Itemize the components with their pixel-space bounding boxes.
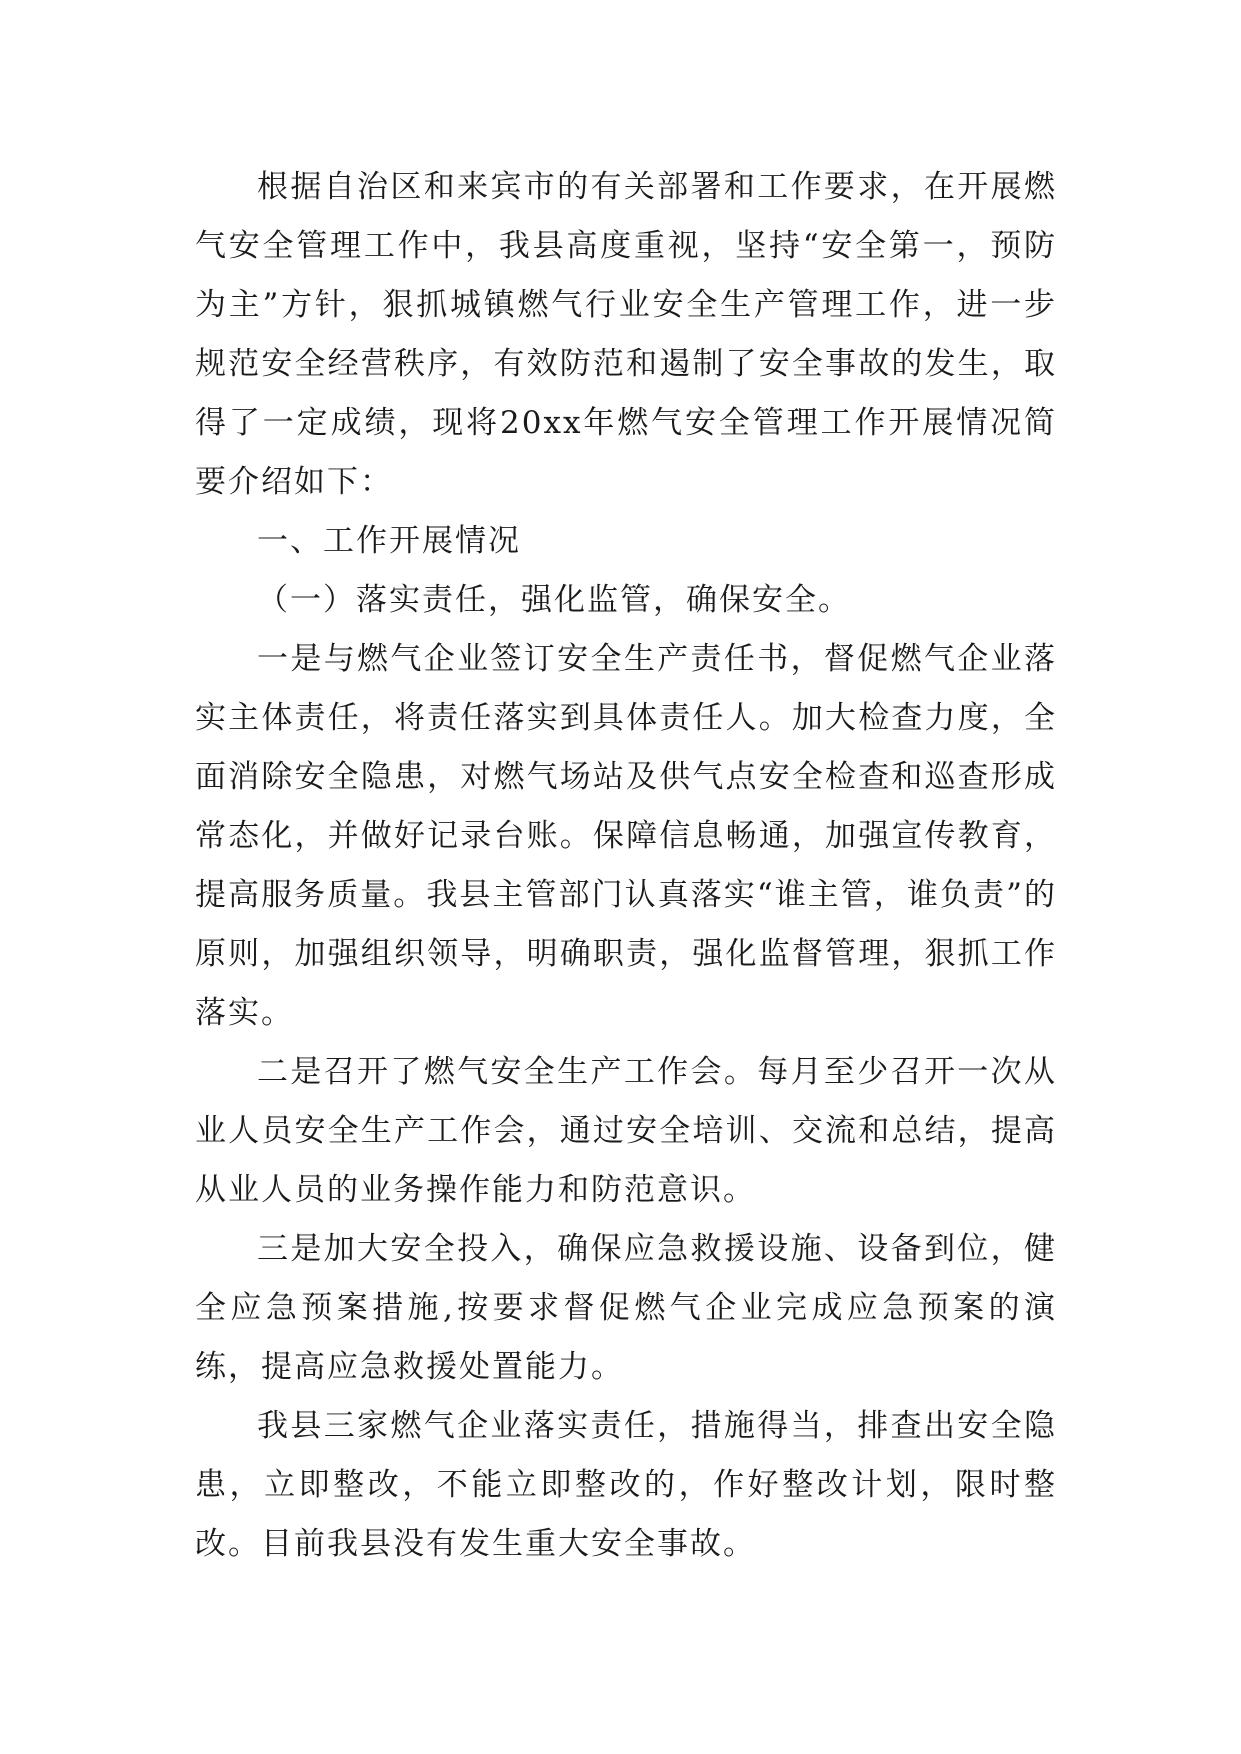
subsection-heading: （一）落实责任，强化监管，确保安全。 (257, 582, 851, 618)
section-heading: 一、工作开展情况 (257, 523, 521, 559)
body-paragraph-2: 二是召开了燃气安全生产工作会。每月至少召开一次从业人员安全生产工作会，通过安全培训、交流和总结，提高从业人员的业务操作能力和防范意识。 (195, 1054, 1057, 1208)
body-paragraph-3: 三是加大安全投入，确保应急救援设施、设备到位，健全应急预案措施,按要求督促燃气企业完成应急预案的演练，提高应急救援处置能力。 (195, 1231, 1057, 1385)
body-paragraph-1: 一是与燃气企业签订安全生产责任书，督促燃气企业落实主体责任，将责任落实到具体责任人。加大检查力度，全面消除安全隐患，对燃气场站及供气点安全检查和巡查形成常态化，并做好记录台账。保障信息畅通，加强宣传教育，提高服务质量。我县主管部门认真落实“谁主管，谁负责”的原则，加强组织领导，明确职责，强化监督管理，狠抓工作落实。 (195, 641, 1057, 1031)
intro-paragraph: 根据自治区和来宾市的有关部署和工作要求，在开展燃气安全管理工作中，我县高度重视，坚持“安全第一，预防为主”方针，狠抓城镇燃气行业安全生产管理工作，进一步规范安全经营秩序，有效防范和遏制了安全事故的发生，取得了一定成绩，现将20xx年燃气安全管理工作开展情况简要介绍如下： (195, 169, 1057, 500)
document-body (195, 158, 1057, 1574)
body-paragraph-4: 我县三家燃气企业落实责任，措施得当，排查出安全隐患，立即整改，不能立即整改的，作好整改计划，限时整改。目前我县没有发生重大安全事故。 (195, 1408, 1057, 1562)
